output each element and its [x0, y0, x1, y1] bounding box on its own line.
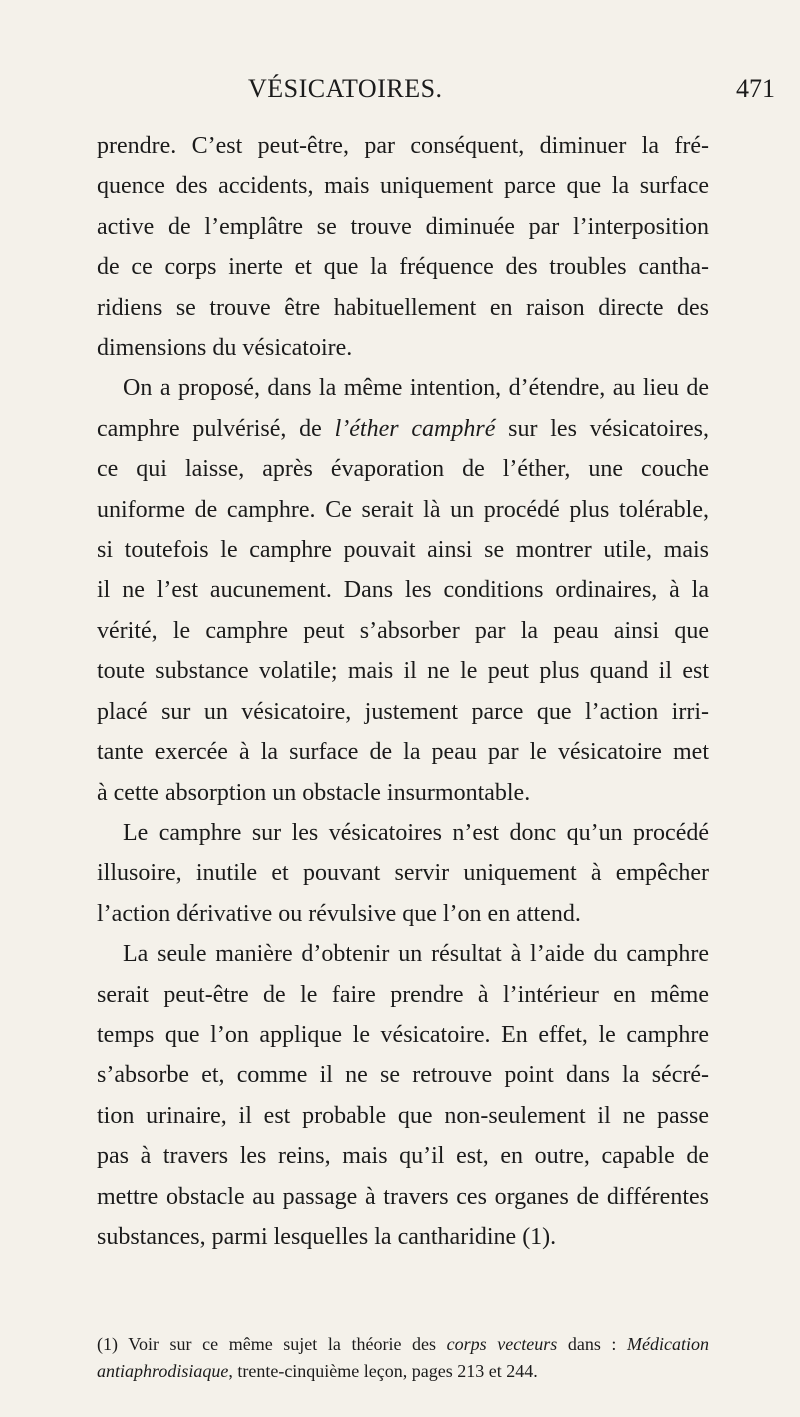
italic-term: Médication — [627, 1334, 710, 1354]
footnote-line — [97, 1331, 709, 1358]
text-line: active de l’emplâtre se trouve diminuée par l’interposition — [97, 213, 709, 240]
text-line: mettre obstacle au passage à travers ces organes de différentes — [97, 1183, 709, 1210]
text-line: illusoire, inutile et pouvant servir uniquement à empêcher — [97, 860, 709, 887]
text-line: vérité, le camphre peut s’absorber par la peau ainsi que — [97, 617, 709, 644]
italic-term: antiaphrodisiaque — [97, 1361, 229, 1381]
text-line: substances, parmi lesquelles la cantharidine (1). — [97, 1223, 557, 1250]
text-line: à cette absorption un obstacle insurmontable. — [97, 779, 531, 806]
paragraph-1 — [97, 126, 709, 368]
text-run: dans : — [557, 1334, 628, 1354]
text-run: camphre pulvérisé, de — [97, 415, 335, 442]
text-line — [97, 409, 709, 449]
text-line: uniforme de camphre. Ce serait là un procédé plus tolérable, — [97, 496, 709, 523]
page-number: 471 — [736, 74, 775, 103]
text-line: serait peut-être de le faire prendre à l’intérieur en même — [97, 981, 709, 1008]
paragraph-2 — [97, 368, 709, 812]
text-line: de ce corps inerte et que la fréquence des troubles cantha- — [97, 254, 709, 281]
text-line: dimensions du vésicatoire. — [97, 335, 353, 362]
text-line: ridiens se trouve être habituellement en raison directe des — [97, 294, 709, 321]
footnote — [97, 1331, 709, 1385]
text-line: l’action dérivative ou révulsive que l’on en attend. — [97, 900, 581, 927]
text-run: (1) Voir sur ce même sujet la théorie des — [97, 1334, 447, 1354]
body-text — [97, 126, 709, 1257]
text-line: ce qui laisse, après évaporation de l’éther, une couche — [97, 456, 709, 483]
text-line: s’absorbe et, comme il ne se retrouve point dans la sécré- — [97, 1062, 709, 1089]
italic-term: l’éther camphré — [334, 415, 496, 442]
text-line: La seule manière d’obtenir un résultat à l’aide du camphre — [123, 941, 709, 968]
running-title: VÉSICATOIRES. — [248, 74, 443, 103]
text-line: tante exercée à la surface de la peau par le vésicatoire met — [97, 739, 709, 766]
text-run: , trente-cinquième leçon, pages 213 et 244. — [228, 1361, 538, 1381]
text-line: toute substance volatile; mais il ne le peut plus quand il est — [97, 658, 709, 685]
italic-term: corps vecteurs — [446, 1334, 558, 1354]
paragraph-3 — [97, 813, 709, 934]
paragraph-4 — [97, 934, 709, 1257]
text-line: quence des accidents, mais uniquement parce que la surface — [97, 173, 709, 200]
text-line: si toutefois le camphre pouvait ainsi se montrer utile, mais — [97, 537, 709, 564]
text-line: tion urinaire, il est probable que non-seulement il ne passe — [97, 1102, 709, 1129]
text-line: prendre. C’est peut-être, par conséquent, diminuer la fré- — [97, 133, 709, 159]
text-line: On a proposé, dans la même intention, d’étendre, au lieu de — [123, 375, 709, 402]
text-line: il ne l’est aucunement. Dans les conditions ordinaires, à la — [97, 577, 709, 604]
text-line: Le camphre sur les vésicatoires n’est donc qu’un procédé — [123, 819, 709, 846]
footnote-line — [97, 1358, 709, 1385]
text-line: pas à travers les reins, mais qu’il est, en outre, capable de — [97, 1143, 709, 1170]
text-line: temps que l’on applique le vésicatoire. En effet, le camphre — [97, 1021, 709, 1048]
text-line: placé sur un vésicatoire, justement parce que l’action irri- — [97, 698, 709, 725]
text-run: sur les vésicatoires, — [495, 415, 710, 442]
